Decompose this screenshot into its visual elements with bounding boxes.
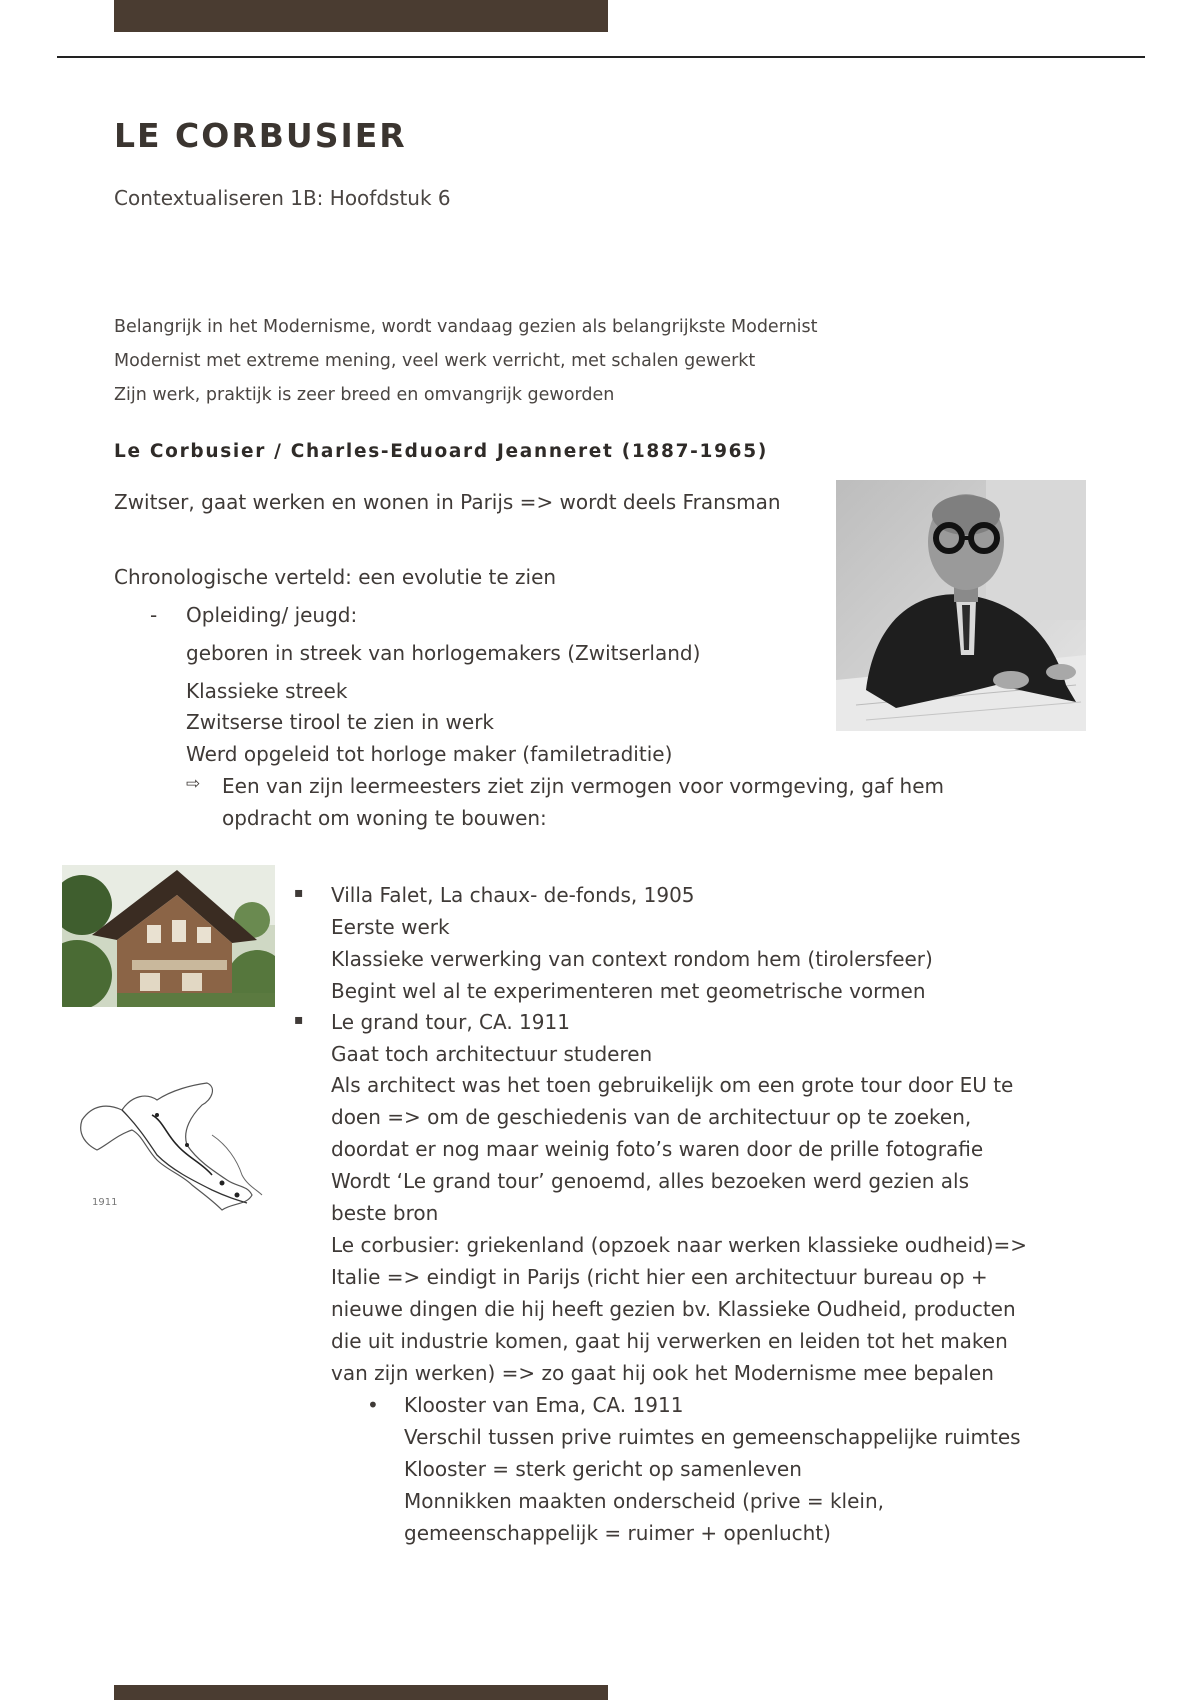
swiss-line: Zwitser, gaat werken en wonen in Parijs => wordt deels Fransman (114, 490, 781, 514)
square-item-line: Gaat toch architectuur studeren (331, 1042, 653, 1066)
villa-photo (62, 865, 275, 1007)
page-title: LE CORBUSIER (114, 116, 407, 155)
square-item-line: Le grand tour, CA. 1911 (331, 1010, 570, 1034)
arrow-bullet: ⇨ (186, 774, 201, 794)
round-item-line: Klooster = sterk gericht op samenleven (404, 1457, 802, 1481)
page-subtitle: Contextualiseren 1B: Hoofdstuk 6 (114, 186, 451, 210)
square-item-line: van zijn werken) => zo gaat hij ook het Modernisme mee bepalen (331, 1361, 994, 1385)
dash-bullet: - (150, 603, 158, 627)
square-item-line: Villa Falet, La chaux- de-fonds, 1905 (331, 883, 695, 907)
footer-accent-bar (114, 1685, 608, 1700)
square-item-line: Eerste werk (331, 915, 450, 939)
dash-item-line: Werd opgeleid tot horloge maker (familetraditie) (186, 742, 673, 766)
intro-line: Belangrijk in het Modernisme, wordt vandaag gezien als belangrijkste Modernist (114, 317, 818, 337)
square-item-line: Italie => eindigt in Parijs (richt hier een architectuur bureau op + (331, 1265, 988, 1289)
square-item-line: Klassieke verwerking van context rondom hem (tirolersfeer) (331, 947, 933, 971)
header-rule (57, 56, 1145, 58)
round-bullet: • (367, 1393, 379, 1417)
arrow-item-line: Een van zijn leermeesters ziet zijn vermogen voor vormgeving, gaf hem (222, 774, 945, 798)
round-item-line: Verschil tussen prive ruimtes en gemeenschappelijke ruimtes (404, 1425, 1021, 1449)
map-label: 1911 (92, 1197, 118, 1208)
square-item-line: Wordt ‘Le grand tour’ genoemd, alles bezoeken werd gezien als (331, 1169, 970, 1193)
dash-item-label: Opleiding/ jeugd: (186, 603, 358, 627)
round-item-line: Klooster van Ema, CA. 1911 (404, 1393, 684, 1417)
header-accent-bar (114, 0, 608, 32)
grand-tour-map (62, 1075, 275, 1240)
dash-item-line: Zwitserse tirool te zien in werk (186, 710, 495, 734)
round-item-line: Monnikken maakten onderscheid (prive = klein, (404, 1489, 885, 1513)
square-item-line: die uit industrie komen, gaat hij verwerken en leiden tot het maken (331, 1329, 1008, 1353)
square-item-line: doordat er nog maar weinig foto’s waren door de prille fotografie (331, 1137, 984, 1161)
square-item-line: beste bron (331, 1201, 439, 1225)
intro-line: Zijn werk, praktijk is zeer breed en omvangrijk geworden (114, 385, 615, 405)
square-item-line: Le corbusier: griekenland (opzoek naar werken klassieke oudheid)=> (331, 1233, 1028, 1257)
grand-tour-map-image (62, 1075, 275, 1240)
portrait-photo-image (836, 480, 1086, 731)
square-bullet: ▪ (294, 885, 304, 901)
arrow-item-line: opdracht om woning te bouwen: (222, 806, 547, 830)
square-bullet: ▪ (294, 1012, 304, 1028)
intro-paragraph (114, 310, 818, 412)
square-item-line: Begint wel al te experimenteren met geometrische vormen (331, 979, 926, 1003)
round-item-line: gemeenschappelijk = ruimer + openlucht) (404, 1521, 831, 1545)
square-item-line: nieuwe dingen die hij heeft gezien bv. Klassieke Oudheid, producten (331, 1297, 1016, 1321)
intro-line: Modernist met extreme mening, veel werk verricht, met schalen gewerkt (114, 351, 756, 371)
portrait-photo (836, 480, 1086, 731)
dash-item-line: geboren in streek van horlogemakers (Zwitserland) (186, 641, 701, 665)
square-item-line: doen => om de geschiedenis van de architectuur op te zoeken, (331, 1105, 972, 1129)
dash-item-line: Klassieke streek (186, 679, 348, 703)
section-heading: Le Corbusier / Charles-Eduoard Jeanneret (1887-1965) (114, 441, 768, 462)
chrono-line: Chronologische verteld: een evolutie te zien (114, 565, 557, 589)
square-item-line: Als architect was het toen gebruikelijk om een grote tour door EU te (331, 1073, 1014, 1097)
villa-photo-image (62, 865, 275, 1007)
